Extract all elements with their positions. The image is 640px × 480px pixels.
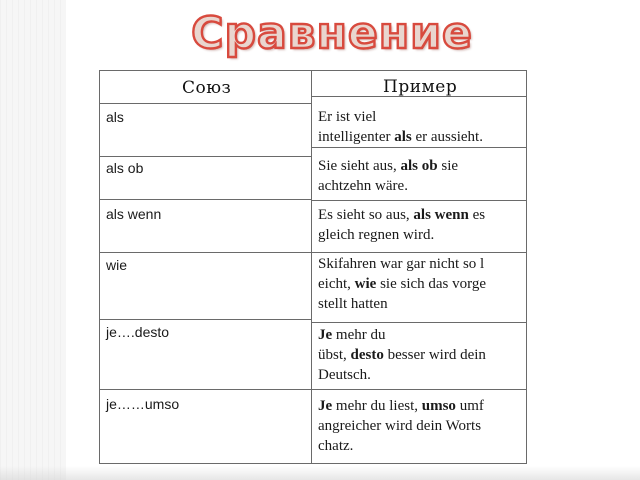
- conjunction-highlight: wie: [354, 276, 377, 292]
- example-line: [318, 225, 524, 245]
- row-divider: [100, 103, 311, 104]
- slide-title: Сравнение: [191, 8, 473, 59]
- example-text: intelligenter: [318, 129, 395, 145]
- example-text: gleich regnen wird.: [318, 227, 435, 243]
- example-line: [318, 345, 524, 365]
- conjunction-highlight: als wenn: [413, 207, 469, 223]
- example-text: Skifahren war gar nicht so l: [318, 256, 485, 272]
- example-line: [318, 254, 524, 274]
- example-text: sie sich das vorge: [376, 276, 487, 292]
- example-line: [318, 294, 524, 314]
- example-text: übst,: [318, 347, 351, 363]
- conjunction-cell: als wenn: [106, 206, 162, 222]
- row-divider: [100, 252, 311, 253]
- example-line: [318, 436, 524, 456]
- row-divider: [311, 389, 526, 390]
- example-cell: [318, 254, 524, 314]
- row-divider: [100, 156, 311, 157]
- example-text: eicht,: [318, 276, 355, 292]
- example-text: mehr du: [332, 327, 386, 343]
- conjunction-cell: je….desto: [106, 324, 170, 340]
- row-divider: [100, 199, 311, 200]
- row-divider: [311, 252, 526, 253]
- conjunction-cell: je……umso: [106, 396, 180, 412]
- conjunction-highlight: als: [394, 129, 412, 145]
- example-text: chatz.: [318, 438, 354, 454]
- example-line: [318, 325, 524, 345]
- slide-left-band: [0, 0, 66, 480]
- example-text: stellt hatten: [318, 296, 388, 312]
- example-text: sie: [437, 158, 459, 174]
- comparison-table: [99, 70, 527, 464]
- example-text: angreicher wird dein Worts: [318, 418, 482, 434]
- example-line: [318, 107, 524, 127]
- example-cell: [318, 325, 524, 385]
- example-text: Sie sieht aus,: [318, 158, 401, 174]
- example-text: umf: [455, 398, 484, 414]
- example-text: er aussieht.: [411, 129, 483, 145]
- example-line: [318, 205, 524, 225]
- example-cell: [318, 107, 524, 147]
- conjunction-cell: als: [106, 109, 124, 125]
- example-line: [318, 127, 524, 147]
- row-divider: [311, 322, 526, 323]
- conjunction-highlight: Je: [318, 398, 333, 414]
- row-divider: [311, 147, 526, 148]
- row-divider: [311, 200, 526, 201]
- column-divider: [311, 71, 312, 463]
- example-line: [318, 274, 524, 294]
- example-line: [318, 156, 524, 176]
- example-line: [318, 365, 524, 385]
- row-divider: [100, 389, 311, 390]
- conjunction-highlight: als ob: [400, 158, 438, 174]
- example-line: [318, 396, 524, 416]
- row-divider: [100, 319, 311, 320]
- conjunction-cell: als ob: [106, 160, 144, 176]
- conjunction-highlight: desto: [350, 347, 384, 363]
- example-text: Er ist viel: [318, 109, 377, 125]
- example-text: mehr du liest,: [332, 398, 422, 414]
- example-cell: [318, 156, 524, 196]
- example-text: besser wird dein: [383, 347, 486, 363]
- example-text: Deutsch.: [318, 367, 371, 383]
- example-text: Es sieht so aus,: [318, 207, 414, 223]
- example-line: [318, 176, 524, 196]
- conjunction-highlight: Je: [318, 327, 333, 343]
- slide-bottom-shadow: [0, 466, 640, 480]
- example-cell: [318, 396, 524, 456]
- header-example: Пример: [383, 77, 458, 97]
- conjunction-highlight: umso: [421, 398, 456, 414]
- example-line: [318, 416, 524, 436]
- example-text: es: [468, 207, 486, 223]
- example-text: achtzehn wäre.: [318, 178, 408, 194]
- header-conjunction: Союз: [182, 78, 232, 98]
- conjunction-cell: wie: [106, 257, 128, 273]
- example-cell: [318, 205, 524, 245]
